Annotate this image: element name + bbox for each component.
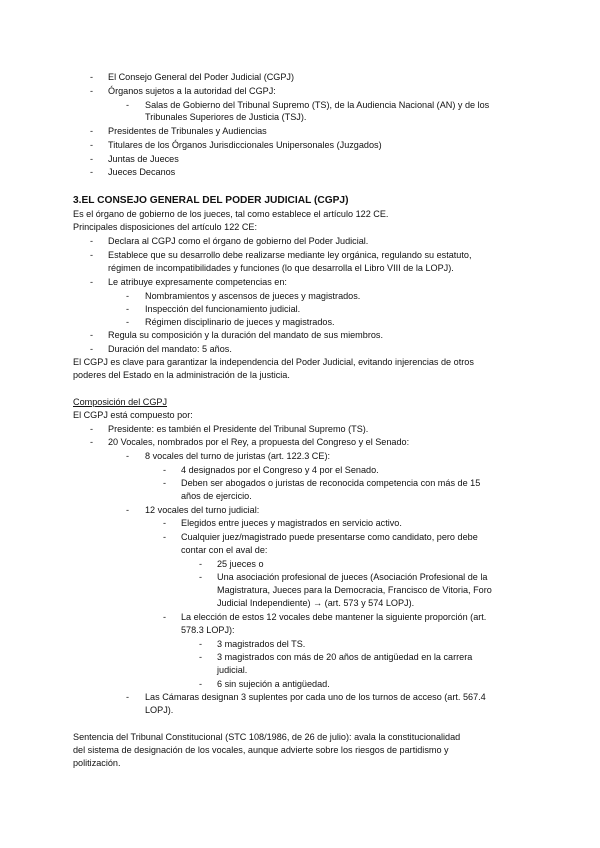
list-item: 3 magistrados con más de 20 años de antigüedad en la carrera — [217, 652, 473, 662]
bullet-dash: - — [199, 652, 203, 662]
list-item: Salas de Gobierno del Tribunal Supremo (TS), de la Audiencia Nacional (AN) y de los — [145, 100, 490, 110]
paragraph-line: Sentencia del Tribunal Constitucional (STC 108/1986, de 26 de julio): avala la constitucionalidad — [73, 732, 461, 742]
bullet-dash: - — [163, 518, 167, 528]
paragraph-line: Es el órgano de gobierno de los jueces, tal como establece el artículo 122 CE. — [73, 209, 389, 219]
list-item: 3 magistrados del TS. — [217, 639, 306, 649]
bullet-dash: - — [163, 478, 167, 488]
bullet-dash: - — [199, 639, 203, 649]
list-item: 6 sin sujeción a antigüedad. — [217, 679, 330, 689]
bullet-dash: - — [90, 424, 94, 434]
list-item: Jueces Decanos — [108, 167, 176, 177]
list-item: Presidentes de Tribunales y Audiencias — [108, 126, 267, 136]
bullet-dash: - — [126, 317, 130, 327]
bullet-dash: - — [90, 344, 94, 354]
list-item: Una asociación profesional de jueces (Asociación Profesional de la — [217, 572, 488, 582]
list-item: Órganos sujetos a la autoridad del CGPJ: — [108, 86, 276, 96]
bullet-dash: - — [126, 505, 130, 515]
list-item: Le atribuye expresamente competencias en: — [108, 277, 287, 287]
section-heading: 3.EL CONSEJO GENERAL DEL PODER JUDICIAL (CGPJ) — [73, 195, 349, 206]
list-item: 8 vocales del turno de juristas (art. 122.3 CE): — [145, 451, 330, 461]
list-item: Las Cámaras designan 3 suplentes por cada uno de los turnos de acceso (art. 567.4 — [145, 692, 486, 702]
list-item-continuation: 578.3 LOPJ): — [181, 625, 235, 635]
paragraph-line: politización. — [73, 758, 121, 768]
list-item: Declara al CGPJ como el órgano de gobierno del Poder Judicial. — [108, 236, 369, 246]
list-item: 20 Vocales, nombrados por el Rey, a propuesta del Congreso y el Senado: — [108, 437, 410, 447]
list-item: Deben ser abogados o juristas de reconocida competencia con más de 15 — [181, 478, 481, 488]
list-item: El Consejo General del Poder Judicial (CGPJ) — [108, 72, 295, 82]
list-item: Cualquier juez/magistrado puede presentarse como candidato, pero debe — [181, 532, 478, 542]
list-item: Elegidos entre jueces y magistrados en servicio activo. — [181, 518, 402, 528]
list-item-continuation: Tribunales Superiores de Justicia (TSJ). — [145, 112, 307, 122]
paragraph-line: El CGPJ es clave para garantizar la independencia del Poder Judicial, evitando injerencias de otros — [73, 357, 474, 367]
bullet-dash: - — [90, 250, 94, 260]
list-item: Presidente: es también el Presidente del Tribunal Supremo (TS). — [108, 424, 369, 434]
bullet-dash: - — [126, 100, 130, 110]
list-item-continuation: contar con el aval de: — [181, 545, 268, 555]
bullet-dash: - — [90, 277, 94, 287]
bullet-dash: - — [90, 330, 94, 340]
bullet-dash: - — [126, 692, 130, 702]
bullet-dash: - — [90, 167, 94, 177]
paragraph-line: poderes del Estado en la administración de la justicia. — [73, 370, 290, 380]
bullet-dash: - — [126, 451, 130, 461]
bullet-dash: - — [163, 532, 167, 542]
list-item: Régimen disciplinario de jueces y magistrados. — [145, 317, 335, 327]
bullet-dash: - — [199, 559, 203, 569]
paragraph-line: del sistema de designación de los vocales, aunque advierte sobre los riesgos de partidismo y — [73, 745, 449, 755]
bullet-dash: - — [90, 140, 94, 150]
list-item-continuation: Magistratura, Jueces para la Democracia, Francisco de Vitoria, Foro — [217, 585, 492, 595]
list-item-continuation: judicial. — [217, 665, 248, 675]
bullet-dash: - — [90, 86, 94, 96]
list-item: Nombramientos y ascensos de jueces y magistrados. — [145, 291, 361, 301]
bullet-dash: - — [163, 465, 167, 475]
list-item: 12 vocales del turno judicial: — [145, 505, 260, 515]
bullet-dash: - — [199, 572, 203, 582]
list-item-continuation: LOPJ). — [145, 705, 174, 715]
bullet-dash: - — [90, 126, 94, 136]
list-item: Duración del mandato: 5 años. — [108, 344, 232, 354]
bullet-dash: - — [126, 304, 130, 314]
bullet-dash: - — [90, 437, 94, 447]
bullet-dash: - — [199, 679, 203, 689]
list-item: 4 designados por el Congreso y 4 por el Senado. — [181, 465, 379, 475]
list-item: Establece que su desarrollo debe realizarse mediante ley orgánica, regulando su estatuto, — [108, 250, 472, 260]
bullet-dash: - — [126, 291, 130, 301]
list-item-continuation: Judicial Independiente) → (art. 573 y 574 LOPJ). — [217, 598, 415, 608]
list-item: Juntas de Jueces — [108, 154, 179, 164]
list-item: 25 jueces o — [217, 559, 264, 569]
paragraph-line: El CGPJ está compuesto por: — [73, 410, 193, 420]
list-item: La elección de estos 12 vocales debe mantener la siguiente proporción (art. — [181, 612, 487, 622]
bullet-dash: - — [90, 72, 94, 82]
bullet-dash: - — [90, 236, 94, 246]
subsection-heading: Composición del CGPJ — [73, 397, 168, 407]
list-item: Inspección del funcionamiento judicial. — [145, 304, 301, 314]
list-item-continuation: régimen de incompatibilidades y funciones (lo que desarrolla el Libro VIII de la LOPJ). — [108, 263, 454, 273]
paragraph-line: Principales disposiciones del artículo 122 CE: — [73, 222, 257, 232]
list-item-continuation: años de ejercicio. — [181, 491, 252, 501]
bullet-dash: - — [163, 612, 167, 622]
list-item: Titulares de los Órganos Jurisdiccionales Unipersonales (Juzgados) — [108, 140, 382, 150]
list-item: Regula su composición y la duración del mandato de sus miembros. — [108, 330, 383, 340]
bullet-dash: - — [90, 154, 94, 164]
